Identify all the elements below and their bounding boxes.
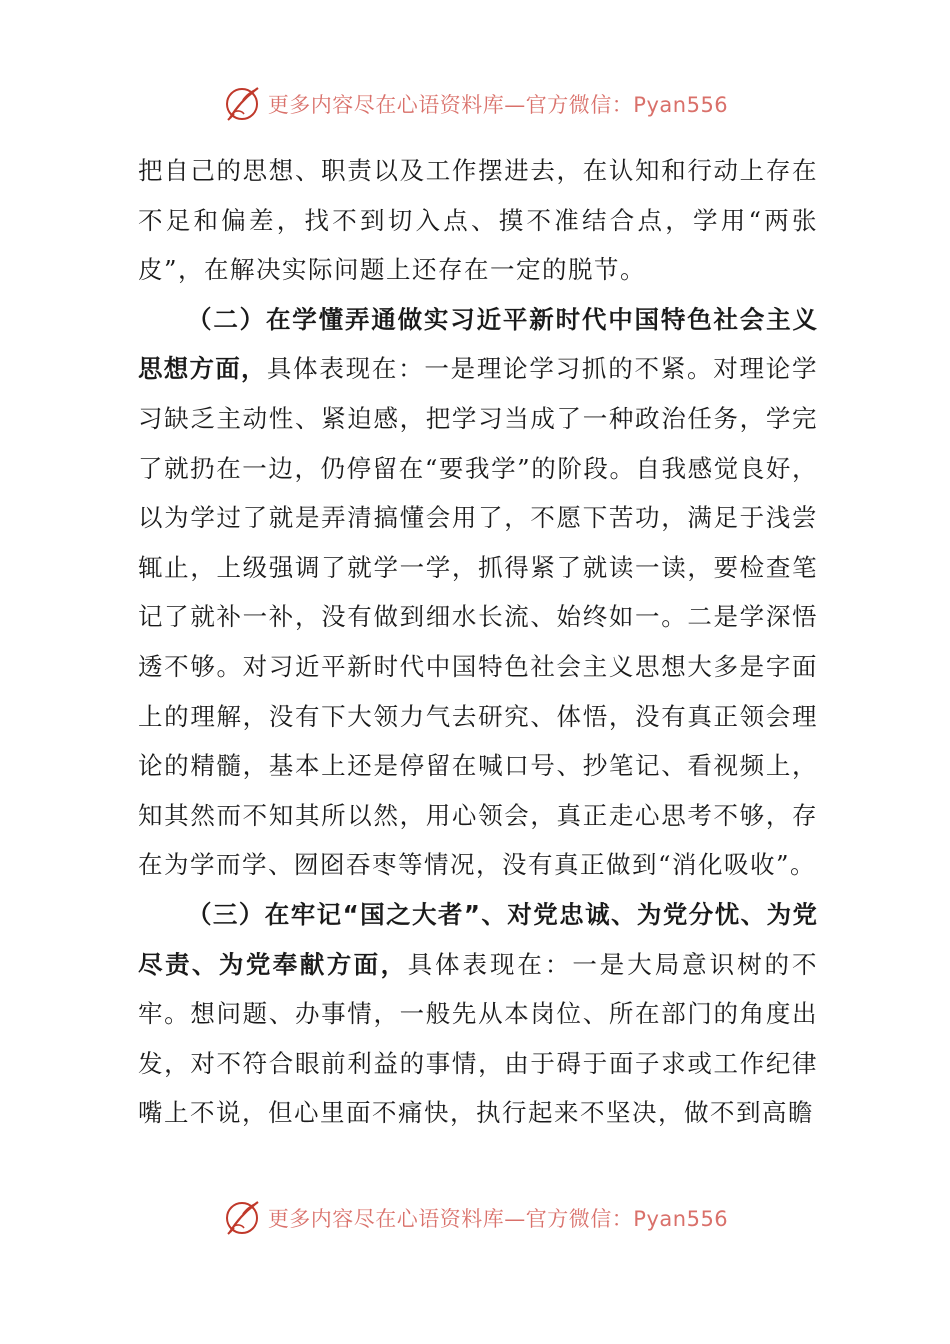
paragraph-2	[138, 295, 818, 890]
document-body	[138, 146, 818, 1138]
paragraph-3-heading: （三）在牢记“国之大者”、对党忠诚、为党分忧、为党尽责、为党奉献方面，	[138, 899, 818, 979]
quill-logo-icon	[222, 84, 262, 124]
footer-banner-text: 更多内容尽在心语资料库—官方微信：Pyan556	[267, 1207, 729, 1231]
paragraph-1	[138, 146, 818, 295]
paragraph-2-text: 具体表现在：一是理论学习抓的不紧。对理论学习缺乏主动性、紧迫感，把学习当成了一种政治任务，学完了就扔在一边，仍停留在“要我学”的阶段。自我感觉良好，以为学过了就是弄清搞懂会用了，不愿下苦功，满足于浅尝辄止，上级强调了就学一学，抓得紧了就读一读，要检查笔记了就补一补，没有做到细水长流、始终如一。二是学深悟透不够。对习近平新时代中国特色社会主义思想大多是字面上的理解，没有下大领力气去研究、体悟，没有真正领会理论的精髓，基本上还是停留在喊口号、抄笔记、看视频上，知其然而不知其所以然，用心领会，真正走心思考不够，存在为学而学、囫囵吞枣等情况，没有真正做到“消化吸收”。	[138, 354, 819, 880]
paragraph-1-text: 把自己的思想、职责以及工作摆进去，在认知和行动上存在不足和偏差，找不到切入点、摸不准结合点，学用“两张皮”，在解决实际问题上还存在一定的脱节。	[138, 156, 818, 285]
paragraph-3-text: 具体表现在：一是大局意识树的不牢。想问题、办事情，一般先从本岗位、所在部门的角度出发，对不符合眼前利益的事情，由于碍于面子求或工作纪律嘴上不说，但心里面不痛快，执行起来不坚决，做不到高瞻	[138, 949, 819, 1128]
quill-logo-icon	[222, 1198, 262, 1238]
header-banner-text: 更多内容尽在心语资料库—官方微信：Pyan556	[267, 93, 729, 117]
footer-banner	[0, 1196, 950, 1240]
header-banner	[0, 82, 950, 126]
paragraph-3	[138, 890, 818, 1138]
paragraph-2-heading: （二）在学懂弄通做实习近平新时代中国特色社会主义思想方面，	[138, 304, 818, 384]
